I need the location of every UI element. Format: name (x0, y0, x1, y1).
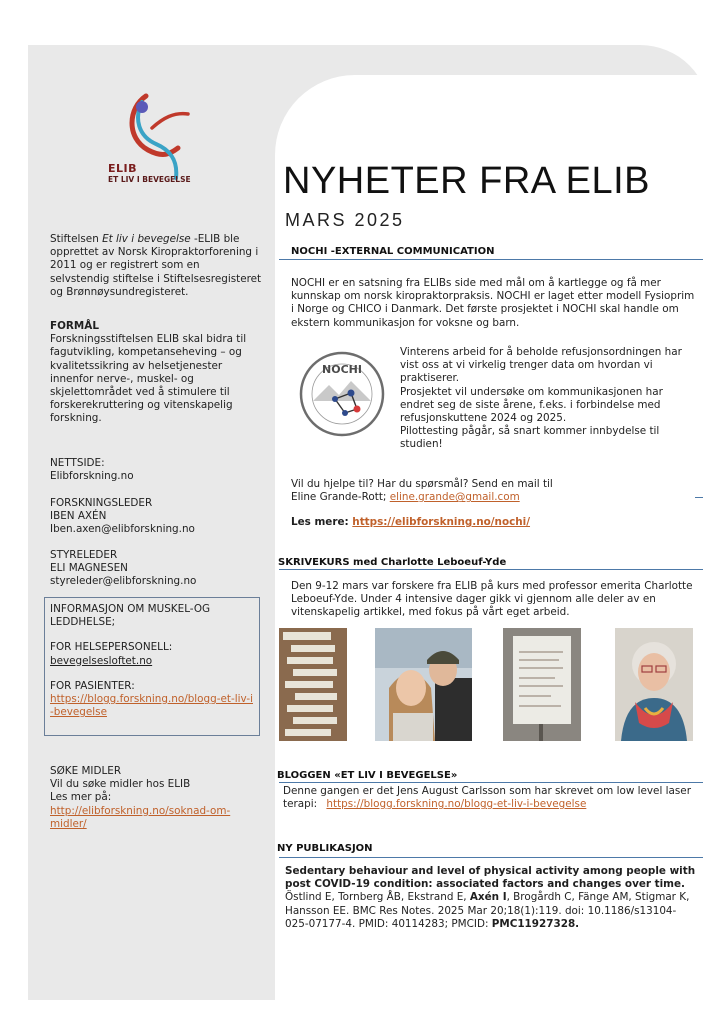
nochi-contact-email[interactable]: eline.grande@gmail.com (389, 491, 520, 504)
intro-post: -ELIB ble opprettet av Norsk Kiropraktorforening i 2011 og er registrert som en selvstendig stiftelse i Stiftelsesregisteret og Brønnøysundregisteret. (50, 233, 262, 298)
nochi-rule (279, 259, 703, 260)
page-subtitle: MARS 2025 (285, 210, 405, 230)
course-text: Den 9-12 mars var forskere fra ELIB på kurs med professor emerita Charlotte Leboeuf-Yde. Under 4 intensive dager gikk vi gjennom alle deler av en vitenskapelig artikkel, med fokus på vårt eget arbeid. (291, 580, 693, 619)
sidebar-website (50, 457, 262, 483)
course-photo-notes (279, 628, 347, 741)
chair-name: ELI MAGNESEN (50, 562, 128, 575)
logo-text (108, 162, 191, 184)
course-photo-portrait (615, 628, 693, 741)
blog-text: Denne gangen er det Jens August Carlsson som har skrevet om low level laser terapi: (283, 785, 691, 811)
website-label: NETTSIDE: (50, 457, 105, 469)
logo-name: ELIB (108, 162, 138, 175)
course-rule (279, 569, 703, 570)
nochi-logo-text: NOCHI (322, 363, 362, 376)
publication-heading: NY PUBLIKASJON (277, 843, 373, 854)
publication-authors-bold: Axén I (469, 891, 507, 904)
publication-authors-post: , Brogårdh C, Fänge AM, Stigmar K, Hansson EE. BMC Res Notes. 2025 Mar 20;18(1):119. doi: 10.1186/s13104-025-07177-4. PMID: 40114283; PMCID: (285, 891, 690, 930)
course-heading: SKRIVEKURS med Charlotte Leboeuf-Yde (278, 557, 507, 568)
nochi-side-3: Pilottesting pågår, så snart kommer innbydelse til studien! (400, 425, 660, 451)
nochi-help-text: Vil du hjelpe til? Har du spørsmål? Send en mail til (291, 478, 553, 490)
nochi-intro: NOCHI er en satsning fra ELIBs side med mål om å kartlegge og få mer kunnskap om norsk kiropraktorpraksis. NOCHI er laget etter modell Fysioprim i Norge og CHICO i Danmark. Det første prosjektet i NOCHI skal handle om ekstern kommunikasjon for voksne og barn. (291, 277, 695, 329)
nochi-contact-name: Eline Grande-Rott; (291, 491, 390, 504)
blog-rule (279, 782, 703, 783)
sidebar-funding (50, 765, 262, 831)
publication-rule (279, 857, 703, 858)
nochi-side-text (400, 346, 696, 452)
website-link[interactable]: Elibforskning.no (50, 470, 134, 483)
nochi-rule-right (695, 497, 703, 498)
nochi-help (291, 478, 691, 504)
nochi-logo (299, 351, 385, 437)
nochi-read-more (291, 516, 691, 529)
course-photo-selfie (375, 628, 472, 741)
blog-link[interactable]: https://blogg.forskning.no/blogg-et-liv-i-bevegelse (326, 798, 587, 811)
funding-link[interactable]: http://elibforskning.no/soknad-om-midler/ (50, 804, 231, 830)
funding-label: SØKE MIDLER (50, 765, 122, 777)
nochi-read-more-label: Les mere: (291, 516, 353, 528)
chair-label: STYRELEDER (50, 549, 118, 561)
funding-text: Vil du søke midler hos ELIB (50, 778, 191, 791)
intro-pre: Stiftelsen (50, 233, 103, 245)
chair-email[interactable]: styreleder@elibforskning.no (50, 575, 197, 588)
publication-text (285, 865, 699, 931)
research-lead-name: IBEN AXÉN (50, 510, 107, 523)
nochi-read-more-link[interactable]: https://elibforskning.no/nochi/ (352, 516, 531, 528)
intro-em: Et liv i bevegelse (102, 233, 191, 245)
blog-text-block (283, 785, 703, 811)
publication-authors-pre: Östlind E, Tornberg ÅB, Ekstrand E, (285, 891, 470, 904)
sidebar-intro (50, 233, 262, 299)
info-box-content (50, 603, 256, 719)
publication-pmcid: PMC11927328. (491, 917, 580, 930)
course-photo-flipchart (503, 628, 581, 741)
more-label: Les mer på: (50, 791, 112, 804)
sidebar-formal (50, 320, 262, 426)
nochi-heading: NOCHI -EXTERNAL COMMUNICATION (291, 246, 495, 257)
nochi-side-2: Prosjektet vil undersøke om kommunikasjonen har endret seg de siste årene, f.eks. i forbindelse med refusjonskuttene 2024 og 2025. (400, 385, 663, 425)
logo-tagline: ET LIV I BEVEGELSE (108, 175, 191, 184)
sidebar-research-lead (50, 497, 262, 537)
health-link[interactable]: bevegelsesloftet.no (50, 654, 153, 667)
page-title: NYHETER FRA ELIB (283, 160, 650, 202)
nochi-side-1: Vinterens arbeid for å beholde refusjonsordningen har vist oss at vi virkelig trenger data om hvordan vi praktiserer. (400, 346, 682, 385)
formal-text: Forskningsstiftelsen ELIB skal bidra til fagutvikling, kompetanseheving – og kvalitetssikring av helsetjenester innenfor nerve-, muskel- og skjelettområdet ved å stimulere til forskerekruttering og vitenskapelig forskning. (50, 333, 247, 425)
sidebar-chair (50, 549, 262, 589)
info-heading: INFORMASJON OM MUSKEL-OG LEDDHELSE; (50, 603, 211, 629)
blog-heading: BLOGGEN «ET LIV I BEVEGELSE» (277, 770, 458, 781)
formal-heading: FORMÅL (50, 320, 99, 332)
publication-title: Sedentary behaviour and level of physical activity among people with post COVID-19 condition: associated factors and changes over time. (285, 865, 696, 891)
patients-label: FOR PASIENTER: (50, 679, 135, 692)
research-lead-email[interactable]: Iben.axen@elibforskning.no (50, 523, 195, 536)
health-label: FOR HELSEPERSONELL: (50, 641, 173, 654)
patients-link[interactable]: https://blogg.forskning.no/blogg-et-liv-i-bevegelse (50, 693, 253, 719)
research-lead-label: FORSKNINGSLEDER (50, 497, 153, 509)
